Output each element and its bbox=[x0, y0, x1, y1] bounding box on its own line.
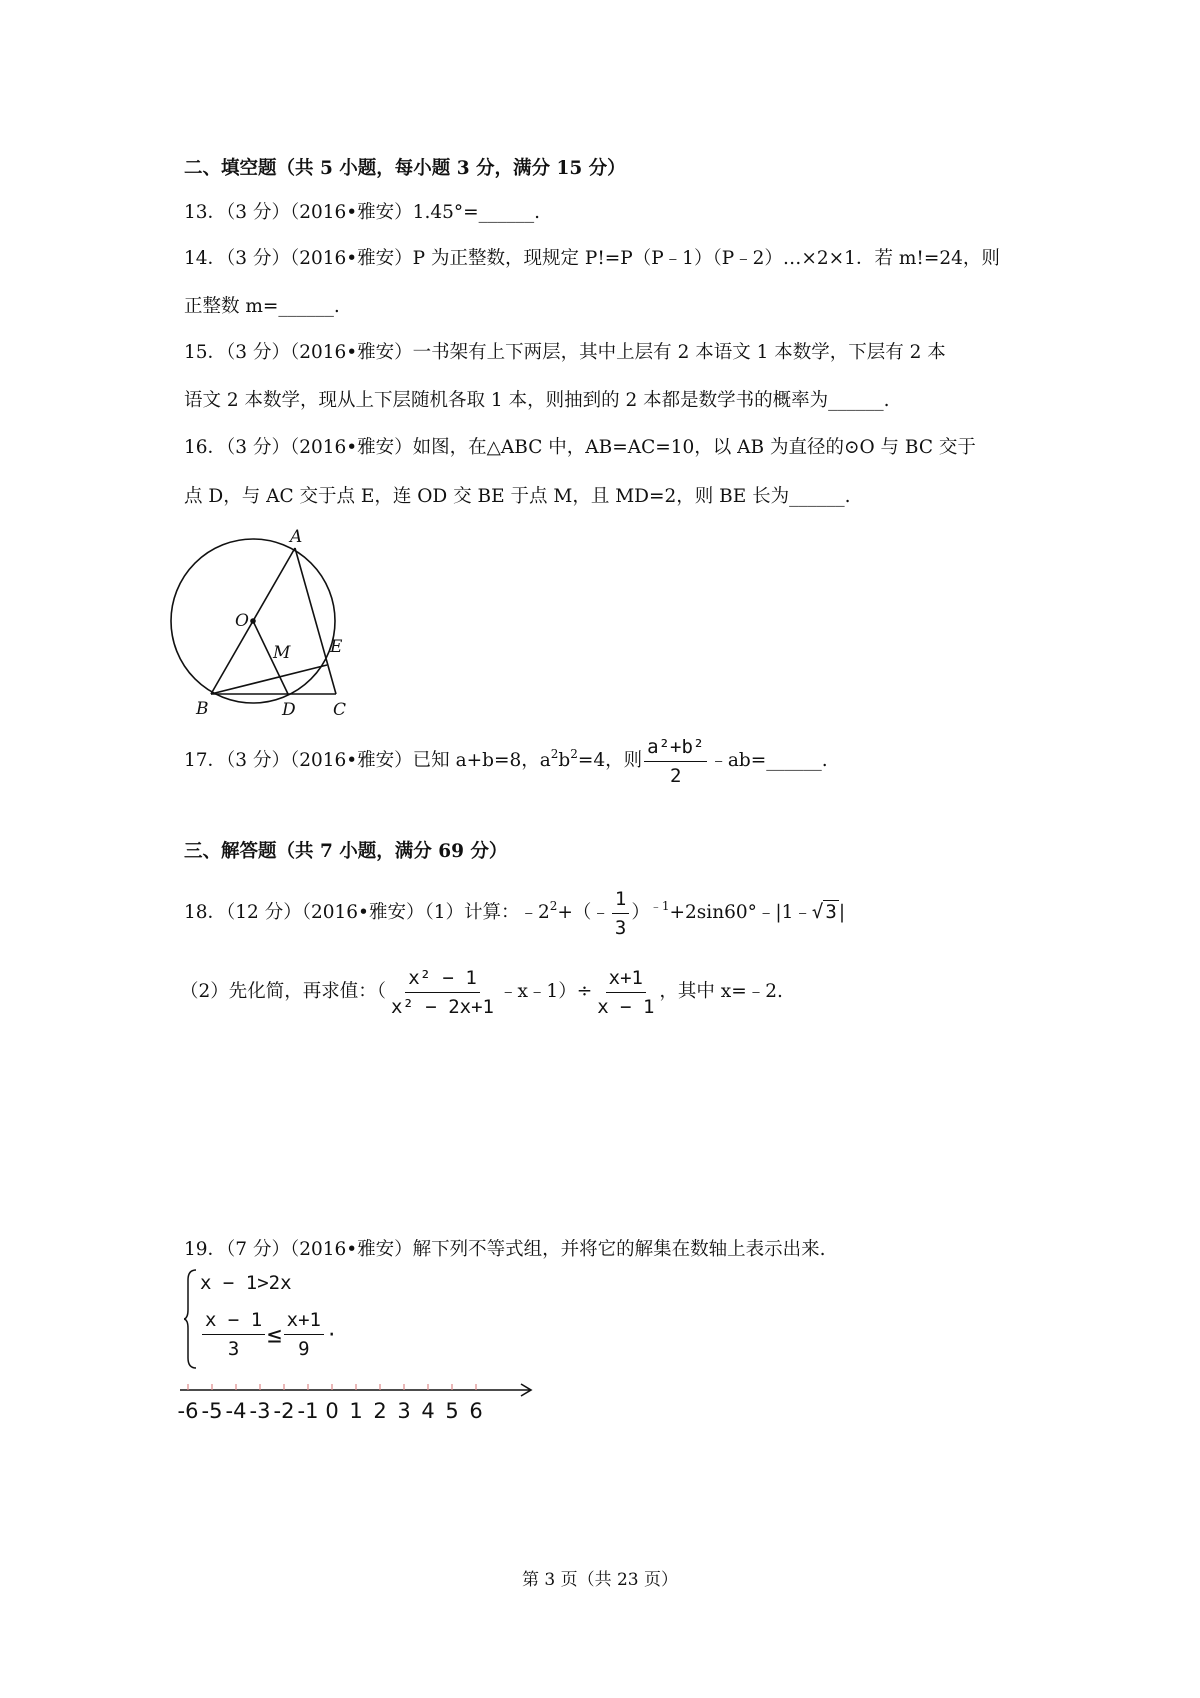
number-line-label: 4 bbox=[421, 1399, 435, 1423]
number-line-label: 5 bbox=[445, 1399, 459, 1423]
section-heading-fill-in: 二、填空题（共 5 小题，每小题 3 分，满分 15 分） bbox=[184, 158, 626, 179]
question-13: 13．（3 分）（2016•雅安）1.45°=______. bbox=[184, 202, 541, 223]
page-footer: 第 3 页（共 23 页） bbox=[521, 1570, 679, 1590]
q18-fraction-one-third: $\frac{1}{3}$ bbox=[612, 887, 629, 940]
label-m: M bbox=[273, 643, 291, 663]
number-line bbox=[178, 1380, 538, 1430]
q18-fraction-2: $\frac{x+1}{x - 1}$ bbox=[597, 966, 655, 1018]
question-18-part2: （2）先化简，再求值：（ $\frac{\text{x² − 1}}{\text{x² − 2x+1}}$ ﹣x﹣1）÷ $\frac{x+1}{x - 1}$ ，其中 x=﹣2. bbox=[180, 966, 783, 1018]
geometry-figure bbox=[170, 525, 370, 720]
number-line-label: -1 bbox=[297, 1399, 319, 1423]
number-line-label: -6 bbox=[178, 1399, 199, 1423]
label-a: A bbox=[290, 527, 303, 547]
label-b: B bbox=[196, 699, 209, 719]
label-e: E bbox=[330, 637, 343, 657]
number-line-label: 0 bbox=[325, 1399, 339, 1423]
question-15-line1: 15．（3 分）（2016•雅安）一书架有上下两层，其中上层有 2 本语文 1 本数学，下层有 2 本 bbox=[184, 342, 946, 363]
question-17: 17．（3 分）（2016•雅安）已知 a+b=8，$a^2b^2=4$，则 $\frac{\text{a²+b²}}{2}$ ﹣ab=______. bbox=[184, 735, 828, 787]
question-15-line2: 语文 2 本数学，现从上下层随机各取 1 本，则抽到的 2 本都是数学书的概率为______. bbox=[184, 390, 890, 411]
left-brace-icon bbox=[184, 1268, 198, 1370]
number-line-label: -2 bbox=[273, 1399, 295, 1423]
question-16-line2: 点 D，与 AC 交于点 E，连 OD 交 BE 于点 M，且 MD=2，则 BE 长为______. bbox=[184, 486, 851, 507]
q18-fraction-1: $\frac{\text{x² − 1}}{\text{x² − 2x+1}}$ bbox=[391, 966, 494, 1018]
ineq2-right-fraction: $\frac{x+1}{9}$ bbox=[284, 1308, 324, 1361]
number-line-label: 6 bbox=[469, 1399, 483, 1423]
label-c: C bbox=[333, 700, 347, 720]
question-18-part1: 18．（12 分）（2016•雅安）（1）计算：$﹣2^2+(﹣$ $\frac{1}{3}$ ）$^{﹣1}$+2sin60°﹣|1﹣√ 3 | bbox=[184, 882, 845, 943]
inequality-2: $\frac{x - 1}{3}$ ≤ $\frac{x+1}{9}$ · bbox=[200, 1308, 337, 1361]
number-line-label: -4 bbox=[225, 1399, 247, 1423]
q17-fraction: $\frac{\text{a²+b²}}{2}$ bbox=[644, 735, 707, 788]
ineq2-left-fraction: $\frac{x - 1}{3}$ bbox=[202, 1308, 265, 1361]
question-19: 19．（7 分）（2016•雅安）解下列不等式组，并将它的解集在数轴上表示出来. bbox=[184, 1239, 826, 1260]
number-line-label: 3 bbox=[397, 1399, 411, 1423]
question-16-line1: 16．（3 分）（2016•雅安）如图，在△ABC 中，AB=AC=10，以 AB 为直径的⊙O 与 BC 交于 bbox=[184, 437, 976, 458]
label-d: D bbox=[282, 700, 296, 720]
q18-sqrt: √ 3 bbox=[811, 901, 837, 923]
center-point-o bbox=[250, 618, 256, 624]
section-heading-solutions: 三、解答题（共 7 小题，满分 69 分） bbox=[184, 841, 508, 862]
number-line-label: -3 bbox=[249, 1399, 271, 1423]
number-line-label: 1 bbox=[349, 1399, 363, 1423]
inequality-1: x − 1>2x bbox=[200, 1272, 292, 1294]
inequality-system bbox=[184, 1268, 364, 1370]
number-line-label: -5 bbox=[201, 1399, 223, 1423]
question-14-line1: 14．（3 分）（2016•雅安）P 为正整数，现规定 P!=P（P﹣1）（P﹣2）…×2×1．若 m!=24，则 bbox=[184, 248, 1000, 269]
label-o: O bbox=[235, 611, 249, 631]
question-14-line2: 正整数 m=______. bbox=[184, 296, 340, 317]
number-line-label: 2 bbox=[373, 1399, 387, 1423]
